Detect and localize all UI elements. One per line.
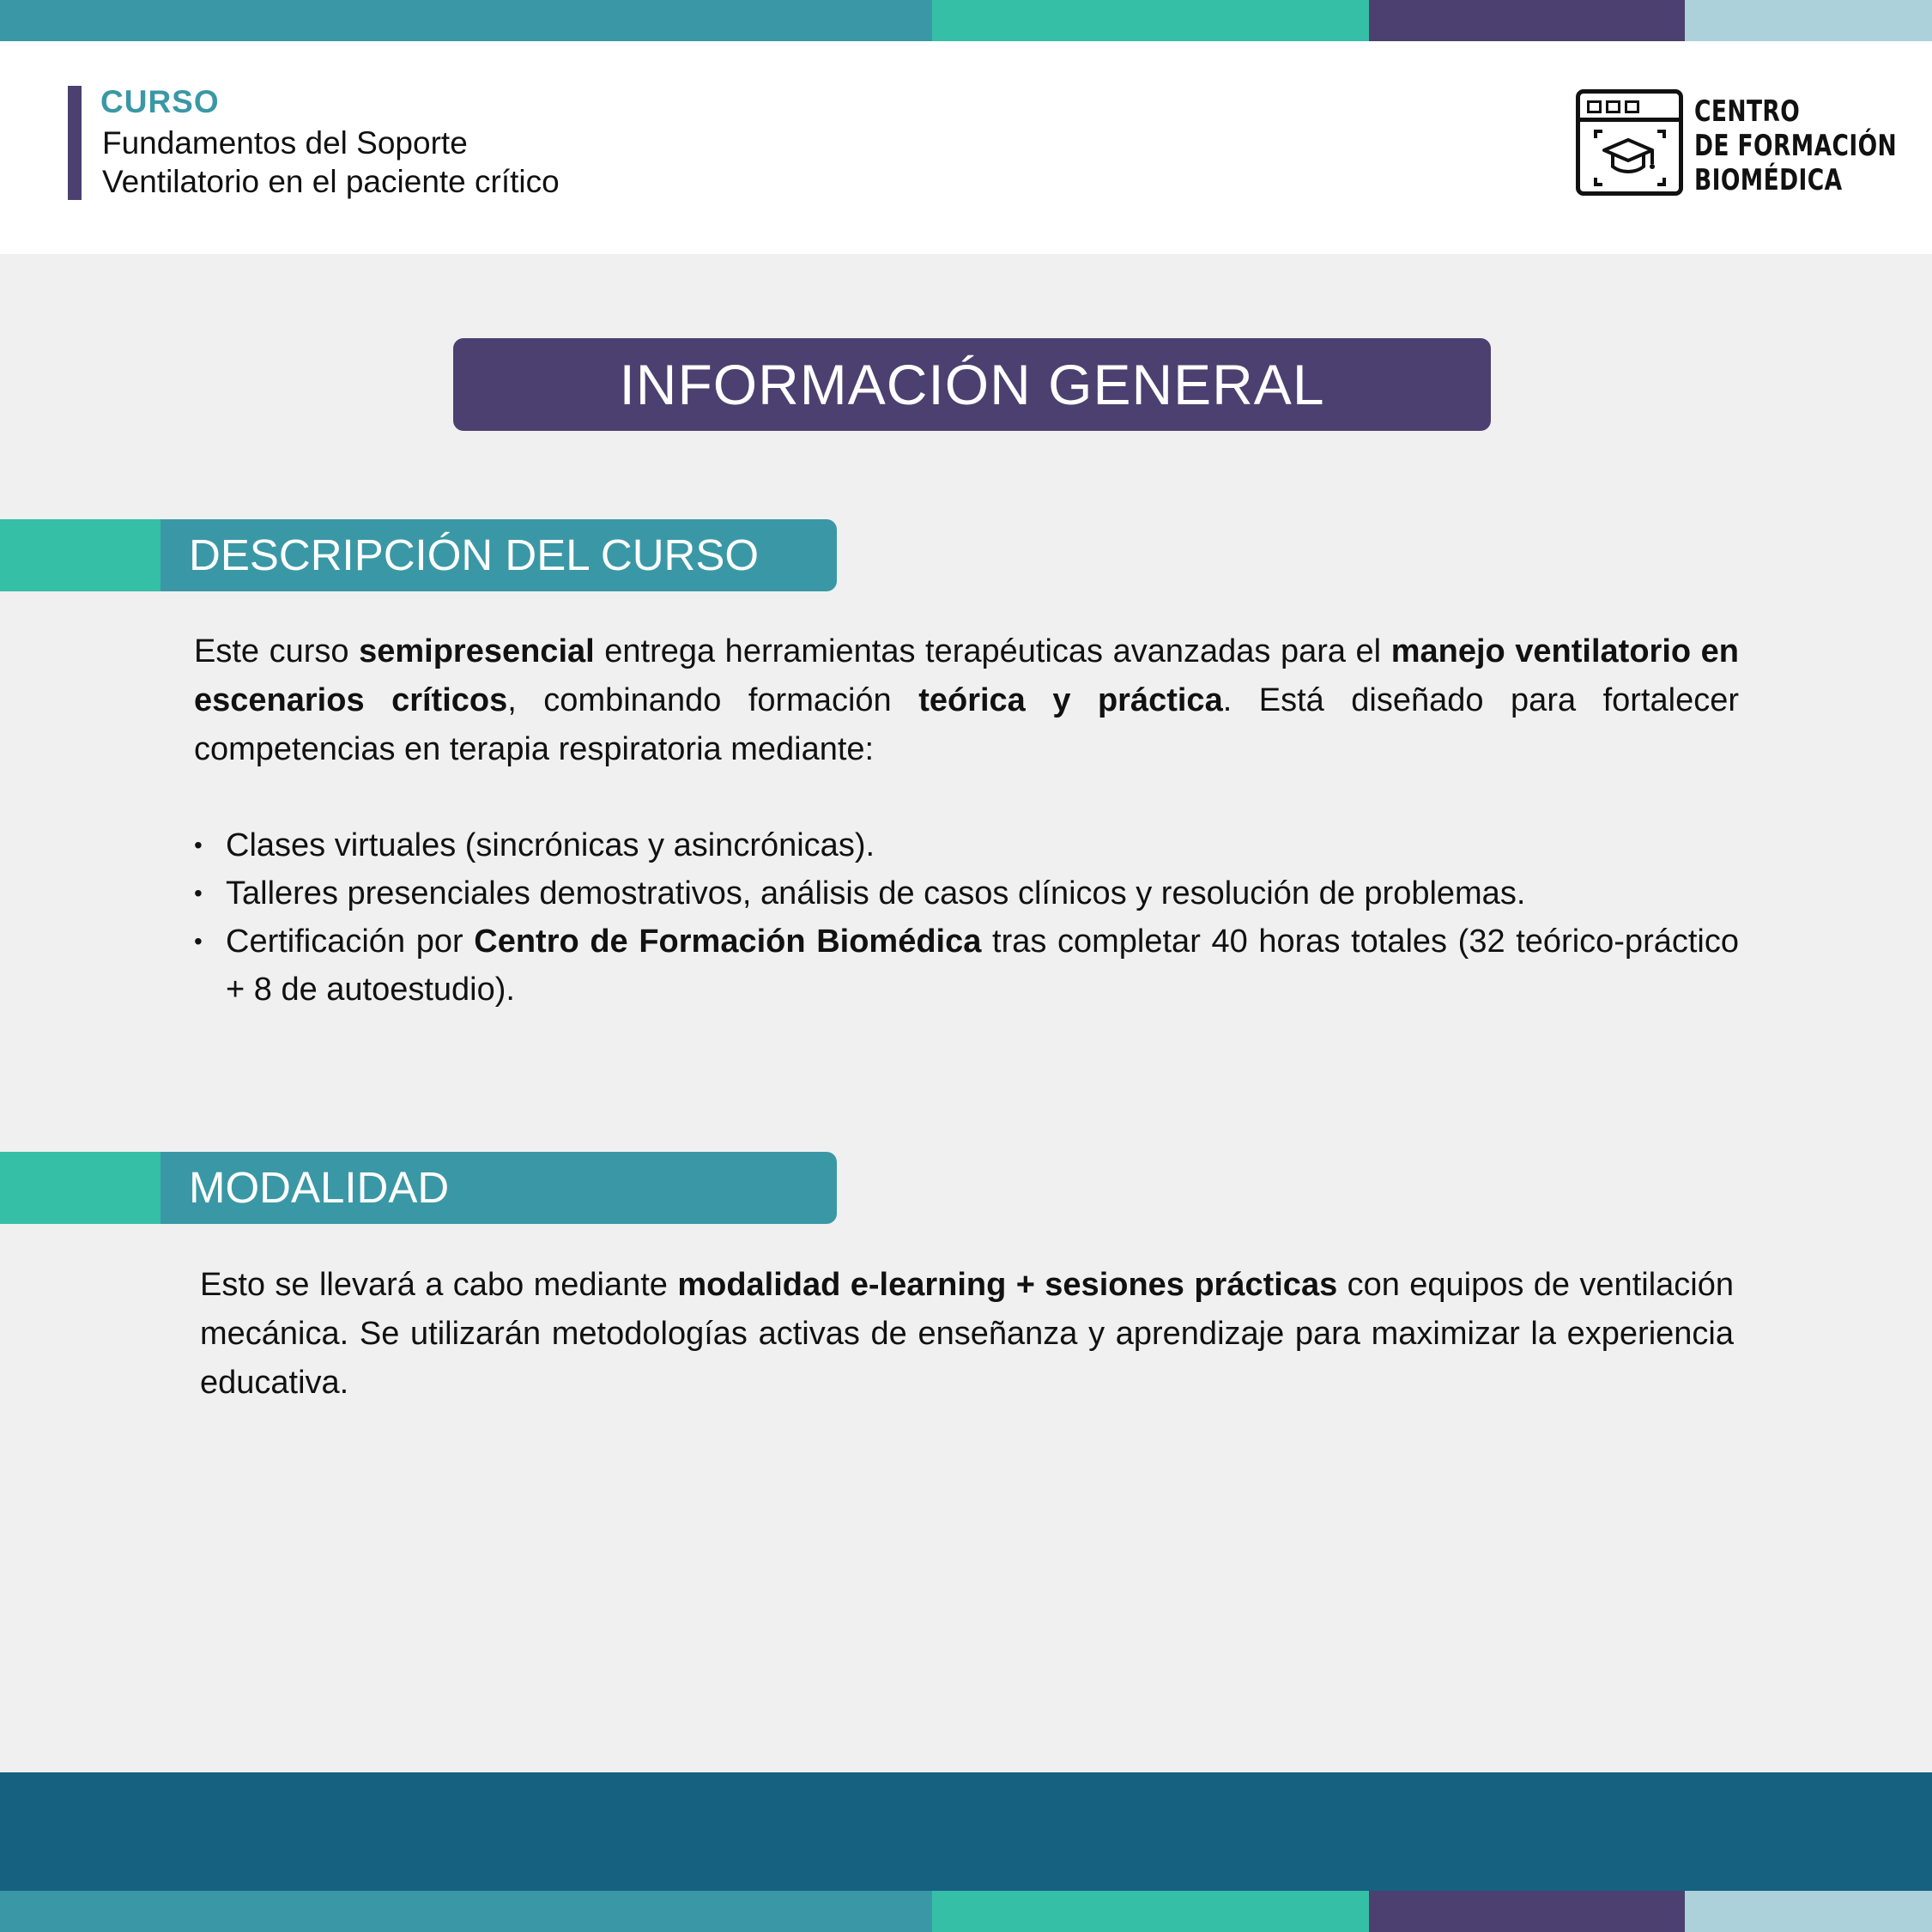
- modalidad-paragraph: Esto se llevará a cabo mediante modalidad e-learning + sesiones prácticas con equipos de ventilación mecánica. Se utilizarán metodologías activas de enseñanza y aprendizaje para maximizar la experiencia educativa.: [200, 1267, 1734, 1401]
- section-accent: [0, 519, 160, 591]
- course-title-line2: Ventilatorio en el paciente crítico: [102, 164, 560, 199]
- course-title-line1: Fundamentos del Soporte: [102, 125, 468, 160]
- main-title-banner: [453, 338, 1491, 431]
- section-title-modalidad: MODALIDAD: [189, 1163, 450, 1212]
- header-accent-bar: [68, 86, 82, 200]
- organization-logo: [1576, 89, 1911, 205]
- window-dots-icon: [1587, 100, 1639, 113]
- footer-band: [0, 1772, 1932, 1891]
- logo-line1: CENTRO: [1694, 94, 1801, 129]
- graduation-cap-icon: [1590, 126, 1669, 190]
- page-title: INFORMACIÓN GENERAL: [619, 353, 1325, 416]
- stripe-segment-teal: [0, 0, 932, 41]
- course-title: [102, 124, 560, 201]
- list-item: • Clases virtuales (sincrónicas y asincrónicas).: [194, 821, 1739, 869]
- description-bullet-list: [194, 821, 1739, 1014]
- list-item: • Talleres presenciales demostrativos, análisis de casos clínicos y resolución de problemas.: [194, 869, 1739, 918]
- stripe-segment-green: [932, 0, 1369, 41]
- section-title-descripcion: DESCRIPCIÓN DEL CURSO: [189, 530, 760, 579]
- stripe-segment-teal: [0, 1891, 932, 1932]
- logo-window-frame: [1576, 89, 1683, 196]
- description-paragraph: Este curso semipresencial entrega herramientas terapéuticas avanzadas para el manejo ventilatorio en escenarios críticos, combinando formación teórica y práctica. Está diseñado para fortalecer competencias en terapia respiratoria mediante:: [194, 633, 1740, 767]
- top-color-stripe: [0, 0, 1932, 41]
- page-header: [0, 41, 1932, 254]
- stripe-segment-purple: [1369, 0, 1685, 41]
- logo-line3: BIOMÉDICA: [1694, 163, 1843, 197]
- logo-line2: DE FORMACIÓN: [1694, 129, 1898, 163]
- course-label: CURSO: [100, 84, 220, 119]
- stripe-segment-light-blue: [1685, 0, 1932, 41]
- stripe-segment-purple: [1369, 1891, 1685, 1932]
- logo-wordmark: [1694, 94, 1897, 197]
- list-item: • Certificación por Centro de Formación Biomédica tras completar 40 horas totales (32 teórico-práctico + 8 de autoestudio).: [194, 918, 1739, 1014]
- bottom-color-stripe: [0, 1891, 1932, 1932]
- section-accent: [0, 1152, 160, 1224]
- stripe-segment-light-blue: [1685, 1891, 1932, 1932]
- section-header-descripcion: [0, 519, 837, 591]
- stripe-segment-green: [932, 1891, 1369, 1932]
- section-header-modalidad: [0, 1152, 837, 1224]
